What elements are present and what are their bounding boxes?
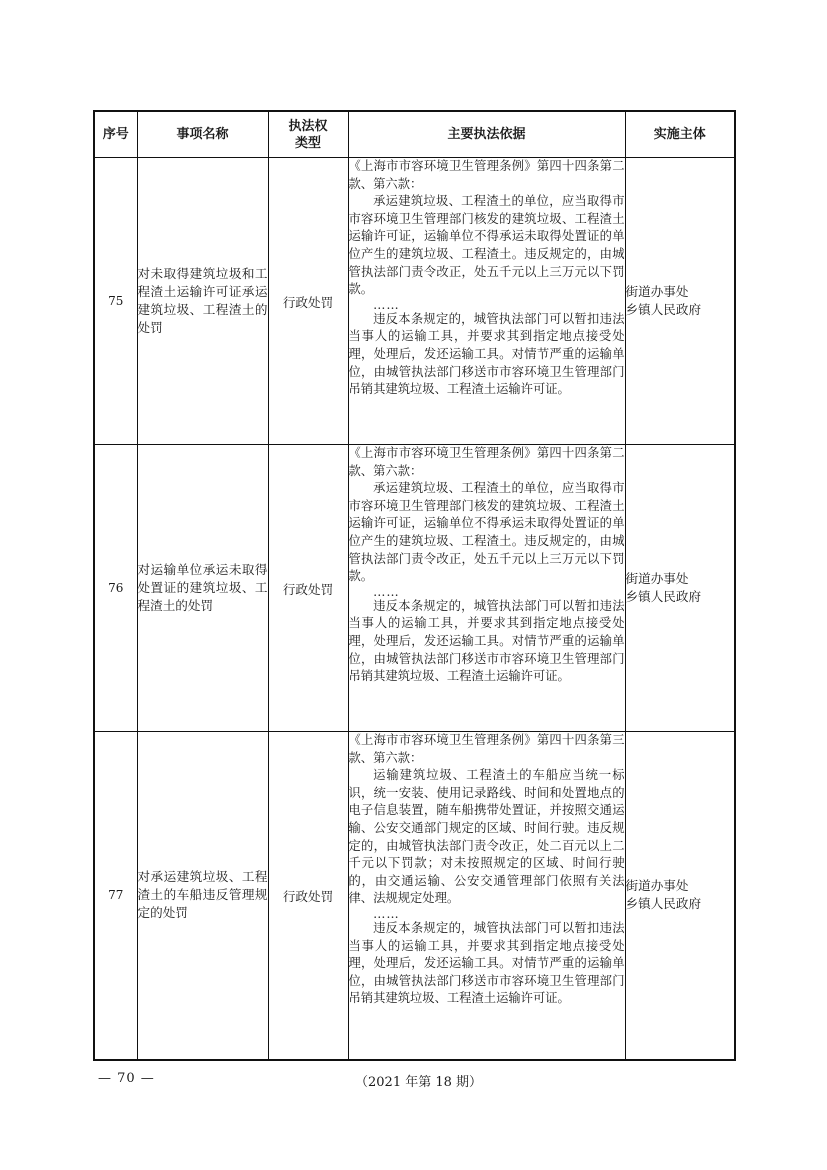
entity-line: 乡镇人民政府 bbox=[625, 896, 702, 912]
row-seq: 75 bbox=[94, 158, 137, 445]
basis-title: 《上海市市容环境卫生管理条例》第四十四条第二款、第六款： bbox=[348, 446, 625, 478]
row-entity bbox=[625, 732, 735, 1060]
table-row bbox=[94, 158, 735, 445]
header-type-line2: 类型 bbox=[294, 135, 321, 151]
row-seq: 77 bbox=[94, 732, 137, 1060]
header-type bbox=[268, 111, 348, 158]
row-seq: 76 bbox=[94, 445, 137, 732]
basis-paragraph: 违反本条规定的，城管执法部门可以暂扣违法当事人的运输工具，并要求其到指定地点接受处理，处理后，发还运输工具。对情节严重的运输单位，由城管执法部门移送市市容环境卫生管理部门吊销其建筑垃圾、工程渣土运输许可证。 bbox=[348, 598, 625, 684]
header-entity: 实施主体 bbox=[625, 111, 735, 158]
header-basis: 主要执法依据 bbox=[348, 111, 625, 158]
basis-ellipsis: …… bbox=[373, 297, 400, 312]
entity-line: 乡镇人民政府 bbox=[625, 302, 702, 317]
row-legal-basis bbox=[348, 158, 625, 445]
entity-line: 街道办事处 bbox=[625, 284, 689, 299]
page-number: — 70 — bbox=[98, 1071, 155, 1086]
entity-line: 乡镇人民政府 bbox=[625, 589, 702, 604]
basis-paragraph: 违反本条规定的，城管执法部门可以暂扣违法当事人的运输工具，并要求其到指定地点接受处理，处理后，发还运输工具。对情节严重的运输单位，由城管执法部门移送市市容环境卫生管理部门吊销其建筑垃圾、工程渣土运输许可证。 bbox=[348, 311, 625, 397]
basis-title: 《上海市市容环境卫生管理条例》第四十四条第二款、第六款： bbox=[348, 159, 625, 191]
entity-line: 街道办事处 bbox=[625, 571, 689, 586]
basis-title: 《上海市市容环境卫生管理条例》第四十四条第三款、第六款： bbox=[348, 733, 625, 765]
row-item-name: 对未取得建筑垃圾和工程渣土运输许可证承运建筑垃圾、工程渣土的处罚 bbox=[137, 158, 268, 445]
row-power-type: 行政处罚 bbox=[268, 158, 348, 445]
entity-line: 街道办事处 bbox=[625, 878, 689, 894]
basis-paragraph: 承运建筑垃圾、工程渣土的单位，应当取得市市容环境卫生管理部门核发的建筑垃圾、工程渣土运输许可证，运输单位不得承运未取得处置证的单位产生的建筑垃圾、工程渣土。违反规定的，由城管执法部门责令改正，处五千元以上三万元以下罚款。 bbox=[348, 481, 625, 584]
row-power-type: 行政处罚 bbox=[268, 445, 348, 732]
header-type-line1: 执法权 bbox=[288, 118, 328, 134]
basis-ellipsis: …… bbox=[373, 584, 400, 599]
row-power-type: 行政处罚 bbox=[268, 732, 348, 1060]
basis-paragraph: 违反本条规定的，城管执法部门可以暂扣违法当事人的运输工具，并要求其到指定地点接受处理，处理后，发还运输工具。对情节严重的运输单位，由城管执法部门移送市市容环境卫生管理部门吊销其建筑垃圾、工程渣土运输许可证。 bbox=[348, 920, 625, 1006]
table-row bbox=[94, 732, 735, 1060]
row-item-name: 对承运建筑垃圾、工程渣土的车船违反管理规定的处罚 bbox=[137, 732, 268, 1060]
row-item-name: 对运输单位承运未取得处置证的建筑垃圾、工程渣土的处罚 bbox=[137, 445, 268, 732]
row-legal-basis bbox=[348, 732, 625, 1060]
issue-label: （2021 年第 18 期） bbox=[355, 1075, 483, 1090]
header-name: 事项名称 bbox=[137, 111, 268, 158]
enforcement-items-table bbox=[93, 110, 736, 1061]
row-entity bbox=[625, 158, 735, 445]
basis-ellipsis: …… bbox=[373, 906, 400, 921]
basis-paragraph: 承运建筑垃圾、工程渣土的单位，应当取得市市容环境卫生管理部门核发的建筑垃圾、工程渣土运输许可证，运输单位不得承运未取得处置证的单位产生的建筑垃圾、工程渣土。违反规定的，由城管执法部门责令改正，处五千元以上三万元以下罚款。 bbox=[348, 194, 625, 297]
basis-paragraph: 运输建筑垃圾、工程渣土的车船应当统一标识，统一安装、使用记录路线、时间和处置地点的电子信息装置，随车船携带处置证，并按照交通运输、公安交通部门规定的区域、时间行驶。违反规定的，由城管执法部门责令改正，处二百元以上二千元以下罚款；对未按照规定的区域、时间行驶的，由交通运输、公安交通管理部门依照有关法律、法规规定处理。 bbox=[348, 768, 625, 906]
row-entity bbox=[625, 445, 735, 732]
table-row bbox=[94, 445, 735, 732]
header-seq: 序号 bbox=[94, 111, 137, 158]
table-header-row bbox=[94, 111, 735, 158]
row-legal-basis bbox=[348, 445, 625, 732]
